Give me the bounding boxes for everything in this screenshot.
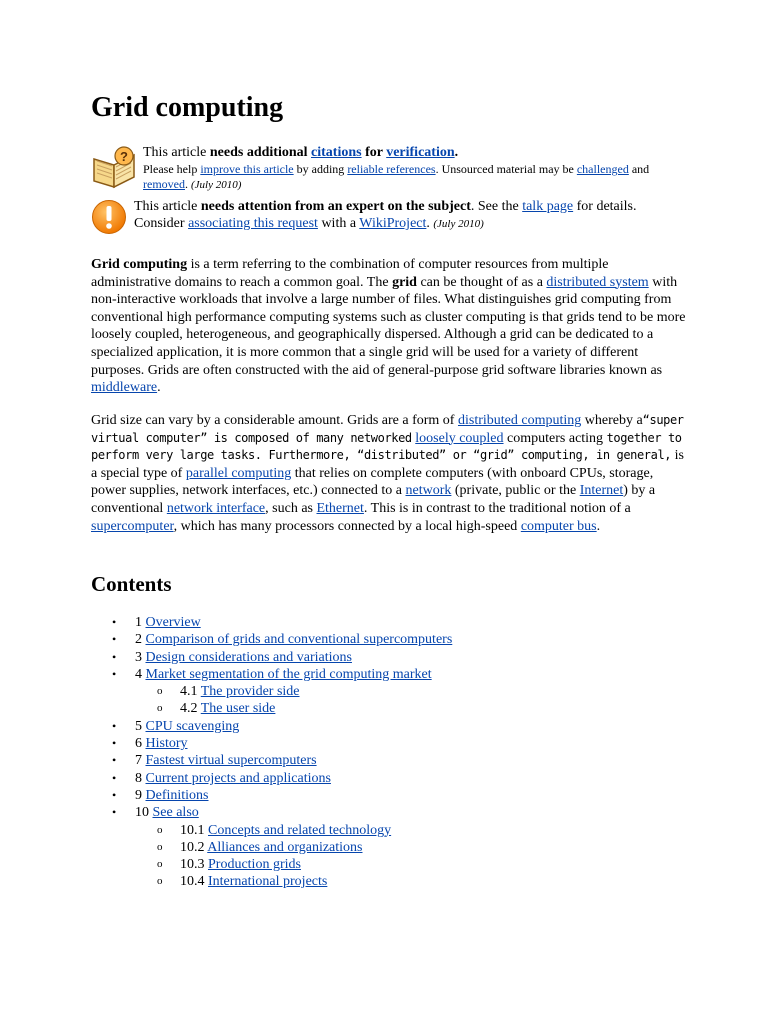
notice-text: .	[184, 177, 191, 191]
network-interface-link[interactable]: network interface	[166, 500, 266, 516]
challenged-link[interactable]: challenged	[576, 162, 629, 176]
term-bold: grid	[392, 274, 417, 290]
sub-bullet-icon: o	[157, 858, 163, 871]
expert-notice-text	[134, 198, 694, 233]
toc-number: 7	[135, 753, 142, 769]
citations-link[interactable]: citations	[311, 145, 362, 160]
sub-bullet-icon: o	[157, 840, 163, 853]
removed-link[interactable]: removed	[143, 177, 185, 191]
toc-link-market[interactable]: Market segmentation of the grid computing market	[145, 666, 432, 682]
distributed-computing-link[interactable]: distributed computing	[457, 413, 582, 428]
middleware-link[interactable]: middleware	[91, 380, 158, 396]
notice-date: (July 2010)	[433, 218, 484, 230]
toc-link-cpu-scavenging[interactable]: CPU scavenging	[145, 718, 240, 734]
notice-bold: for	[361, 145, 387, 160]
toc-number: 4	[135, 666, 142, 682]
contents-heading: Contents	[91, 572, 172, 596]
paragraph-text: computers acting	[503, 430, 607, 446]
bullet-icon: •	[112, 770, 117, 785]
toc-number: 1	[135, 615, 142, 630]
page-title: Grid computing	[91, 92, 284, 123]
wikiproject-link[interactable]: WikiProject	[359, 216, 427, 231]
notice-text: and	[628, 162, 650, 176]
toc-link-design[interactable]: Design considerations and variations	[145, 649, 352, 665]
svg-text:?: ?	[120, 149, 128, 164]
notice-bold: needs attention from an expert on the subject	[200, 199, 471, 214]
notice-text: . See the	[470, 199, 523, 214]
term-bold: Grid computing	[91, 257, 188, 272]
sub-bullet-icon: o	[157, 685, 163, 698]
paragraph-text: .	[157, 380, 161, 396]
paragraph-text: (private, public or the	[451, 483, 580, 499]
expert-notice	[91, 198, 691, 238]
paragraph-text: can be thought of as a	[416, 274, 547, 290]
paragraph-text: is a term referring to the combination of computer resources from multiple administrative domains to reach a common goal. The	[91, 257, 609, 290]
paragraph-text: , such as	[265, 500, 317, 516]
toc-link-definitions[interactable]: Definitions	[145, 787, 209, 803]
toc-number: 10.1	[180, 822, 205, 838]
grid-size-paragraph	[91, 412, 691, 535]
notice-text: Consider	[134, 216, 189, 231]
toc-link-see-also[interactable]: See also	[152, 805, 199, 821]
paragraph-text: with non-interactive workloads that involve a large number of files. What distinguishes grid computing from conventional high performance computing systems such as cluster computing is that grids tend to be more loosely coupled, heterogeneous, and geographically dispersed. Although a grid can be dedicated to a specialized application, it is more common that a single grid will be used for a variety of different purposes. Grids are often constructed with the aid of general-purpose grid software libraries known as	[91, 274, 686, 378]
sub-bullet-icon: o	[157, 702, 163, 715]
citation-notice	[91, 145, 681, 195]
toc-link-alliances[interactable]: Alliances and organizations	[207, 839, 363, 855]
toc-number: 5	[135, 718, 142, 734]
exclamation-icon	[91, 199, 127, 240]
toc-link-overview[interactable]: Overview	[145, 615, 201, 630]
notice-text: Please help	[143, 162, 201, 176]
bullet-icon: •	[112, 632, 117, 647]
parallel-computing-link[interactable]: parallel computing	[185, 465, 292, 481]
toc-number: 10.4	[180, 874, 205, 890]
notice-bold: .	[454, 145, 459, 160]
toc-link-fastest[interactable]: Fastest virtual supercomputers	[145, 753, 317, 769]
toc-link-concepts[interactable]: Concepts and related technology	[208, 822, 392, 838]
paragraph-text: is a special type of	[91, 448, 684, 481]
talk-page-link[interactable]: talk page	[522, 199, 574, 214]
notice-date: (July 2010)	[190, 179, 242, 191]
bullet-icon: •	[112, 753, 117, 768]
paragraph-text-mono: “super virtual computer” is composed of many networked	[91, 413, 684, 445]
network-link[interactable]: network	[405, 483, 452, 499]
reliable-references-link[interactable]: reliable references	[347, 162, 436, 176]
paragraph-text: .	[596, 518, 601, 534]
notice-text: by adding	[293, 162, 348, 176]
bullet-icon: •	[112, 718, 117, 733]
bullet-icon: •	[112, 649, 117, 664]
notice-text: This article	[143, 145, 210, 160]
bullet-icon: •	[112, 787, 117, 802]
toc-number: 10.3	[180, 857, 205, 873]
notice-text: .	[426, 216, 434, 231]
paragraph-text-mono: together to perform very large tasks. Furthermore, “distributed” or “grid” computing, in general,	[91, 430, 682, 463]
bullet-icon: •	[112, 805, 117, 820]
ethernet-link[interactable]: Ethernet	[316, 500, 364, 516]
toc-number: 4.1	[180, 684, 198, 700]
internet-link[interactable]: Internet	[579, 483, 624, 499]
notice-bold: needs additional	[209, 145, 308, 160]
toc-link-international[interactable]: International projects	[208, 874, 328, 890]
improve-article-link[interactable]: improve this article	[200, 162, 294, 176]
notice-text: for details.	[573, 199, 637, 214]
toc-number: 6	[135, 736, 142, 752]
toc-number: 2	[135, 632, 142, 648]
paragraph-text: ) by a conventional	[91, 483, 656, 516]
toc-link-current-projects[interactable]: Current projects and applications	[145, 770, 331, 786]
intro-paragraph	[91, 256, 691, 397]
paragraph-text: Grid size can vary by a considerable amount. Grids are a form of	[91, 413, 458, 428]
toc-number: 10.2	[180, 839, 205, 855]
notice-text: with a	[317, 216, 360, 231]
sub-bullet-icon: o	[157, 823, 163, 836]
supercomputer-link[interactable]: supercomputer	[91, 518, 174, 534]
paragraph-text: , which has many processors connected by a local high-speed	[173, 518, 521, 534]
verification-link[interactable]: verification	[386, 145, 455, 160]
associating-request-link[interactable]: associating this request	[188, 216, 318, 231]
toc-number: 3	[135, 649, 142, 665]
toc-link-provider-side[interactable]: The provider side	[200, 684, 300, 700]
bullet-icon: •	[112, 736, 117, 751]
bullet-icon: •	[112, 666, 117, 681]
computer-bus-link[interactable]: computer bus	[520, 518, 597, 534]
paragraph-text: that relies on complete computers (with onboard CPUs, storage, power supplies, network interfaces, etc.) connected to a	[91, 465, 654, 499]
sub-bullet-icon: o	[157, 875, 163, 888]
notice-text: . Unsourced material may be	[435, 162, 577, 176]
toc-link-user-side[interactable]: The user side	[200, 701, 276, 717]
toc-number: 9	[135, 787, 142, 803]
citation-notice-text	[143, 145, 683, 193]
paragraph-text: . This is in contrast to the traditional notion of a	[363, 500, 631, 516]
notice-text: This article	[134, 199, 201, 214]
bullet-icon: •	[112, 615, 117, 629]
toc-link-history[interactable]: History	[145, 736, 188, 752]
paragraph-text: whereby a	[581, 413, 643, 428]
toc-number: 10	[135, 805, 149, 821]
toc-link-comparison[interactable]: Comparison of grids and conventional supercomputers	[145, 632, 453, 648]
toc-link-production-grids[interactable]: Production grids	[208, 857, 301, 873]
loosely-coupled-link[interactable]: loosely coupled	[415, 430, 504, 446]
book-question-icon	[91, 145, 137, 194]
toc-number: 4.2	[180, 701, 198, 717]
distributed-system-link[interactable]: distributed system	[546, 274, 649, 290]
toc-number: 8	[135, 770, 142, 786]
